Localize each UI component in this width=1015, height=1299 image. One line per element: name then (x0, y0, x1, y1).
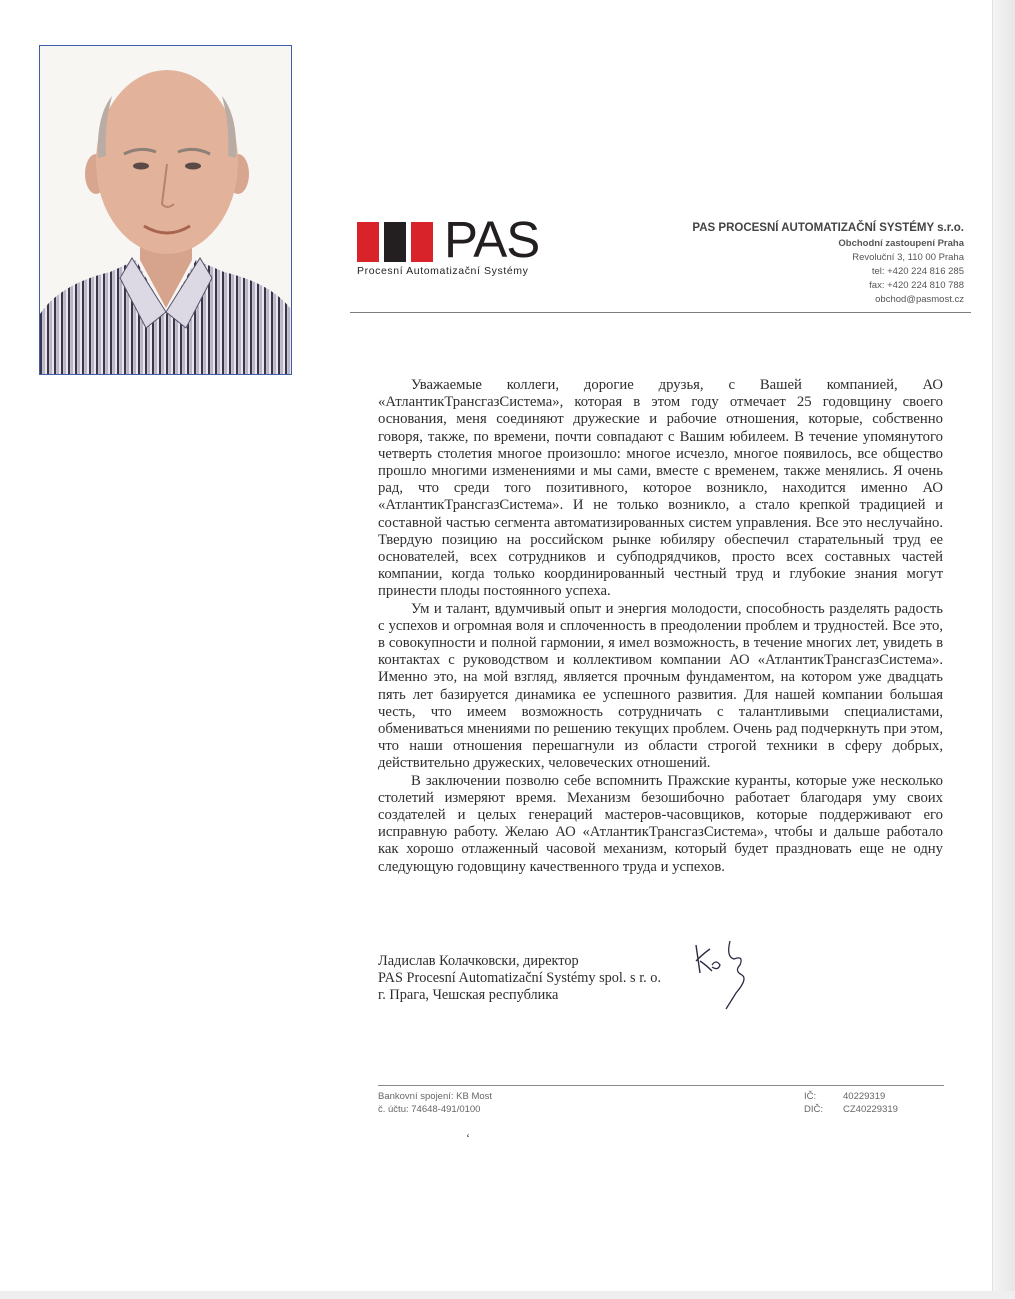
dic-value: CZ40229319 (843, 1104, 898, 1115)
logo-bar-red-1 (357, 222, 379, 262)
logo-bar-red-2 (411, 222, 433, 262)
company-email: obchod@pasmost.cz (875, 294, 964, 305)
portrait-photo (39, 45, 292, 375)
stray-mark: ʻ (466, 1131, 470, 1145)
pas-logo (357, 211, 567, 280)
footer-bank (378, 1090, 492, 1116)
signer-location: г. Прага, Чешская республика (378, 987, 559, 1004)
letter-paragraph-2: Ум и талант, вдумчивый опыт и энергия молодости, способность разделять радость с успехов и огромная воля и сплоченность в преодолении проблем и трудностей. Все это, в совокупности и полной гармонии, я имел возможность, в течение многих лет, увидеть в контактах с руководством и коллективом компании АО «АтлантикТрансгазСистема». Именно это, на мой взгляд, является прочным фундаментом, на котором уже двадцать пять лет базируется динамика ее успешного развития. Для нашей компании большая честь, что имеем возможность сотрудничать с талантливыми специалистами, обмениваться мнениями по решению текущих проблем. Очень рад подчеркнуть при этом, что наши отношения перешагнули из области строгой техники в сферу добрых, действительно дружеских, человеческих отношений. (378, 600, 943, 772)
company-branch: Obchodní zastoupení Praha (838, 238, 964, 249)
letter-paragraph-1: Уважаемые коллеги, дорогие друзья, с Вашей компанией, АО «АтлантикТрансгазСистема», которая в этом году отмечает 25 годовщину своего основания, меня соединяют дружеские и рабочие отношения, которые, собственно говоря, также, по времени, почти совпадают с Вашим юбилеем. В течение упомянутого четверть столетия многое произошло: многое исчезло, многое появилось, все общество прошло многими изменениями и мы сами, вместе с временем, также менялись. Я очень рад, что среди того позитивного, которое возникло, находится именно АО «АтлантикТрансгазСистема». И не только возникло, а стало крепкой традицией и составной частью сегмента автоматизированных систем управления. Все это неслучайно. Твердую позицию на российском рынке юбиляру обеспечил старательный труд ее основателей, всех сотрудников и субподрядчиков, просто всех составных частей компании, когда только координированный честный труд и глубокие знания могут принести плоды постоянного успеха. (378, 377, 943, 600)
header-divider (350, 312, 971, 313)
company-tel: tel: +420 224 816 285 (871, 266, 964, 277)
handwritten-signature (690, 935, 760, 1010)
page-bottom-edge (0, 1291, 1015, 1299)
logo-bar-dark (384, 222, 406, 262)
bank-account: č. účtu: 74648-491/0100 (378, 1104, 481, 1115)
signer-name: Ладислав Колачковски, директор (378, 953, 579, 969)
signer-company: PAS Procesní Automatizační Systémy spol. s r. o. (378, 970, 662, 987)
ic-label: IČ: (804, 1091, 817, 1102)
letter-body (378, 377, 943, 876)
ic-value: 40229319 (843, 1091, 886, 1102)
company-fax: fax: +420 224 810 788 (869, 280, 964, 291)
footer-divider (378, 1085, 944, 1086)
logo-bars (357, 222, 433, 262)
company-address: Revoluční 3, 110 00 Praha (852, 252, 964, 263)
logo-subtitle: Procesní Automatizační Systémy (357, 265, 529, 277)
footer-id-labels (804, 1090, 823, 1116)
signature-block (378, 953, 661, 1005)
page-edge (992, 0, 1015, 1299)
dic-label: DIČ: (804, 1104, 823, 1115)
company-name: PAS PROCESNÍ AUTOMATIZAČNÍ SYSTÉMY s.r.o. (692, 222, 964, 234)
company-info (692, 222, 964, 307)
letter-paragraph-3: В заключении позволю себе вспомнить Пражские куранты, которые уже несколько столетий измеряют время. Механизм безошибочно работает благодаря уму своих создателей и целых генераций мастеров-часовщиков, которые поддерживают его исправную работу. Желаю АО «АтлантикТрансгазСистема», чтобы и дальше работало как хорошо отлаженный часовой механизм, который будет праздновать еще не одну следующую годовщину качественного труда и успехов. (378, 772, 943, 875)
footer-id-values (843, 1090, 898, 1116)
logo-word: PAS (444, 211, 540, 268)
bank-connection: Bankovní spojení: KB Most (378, 1091, 493, 1102)
